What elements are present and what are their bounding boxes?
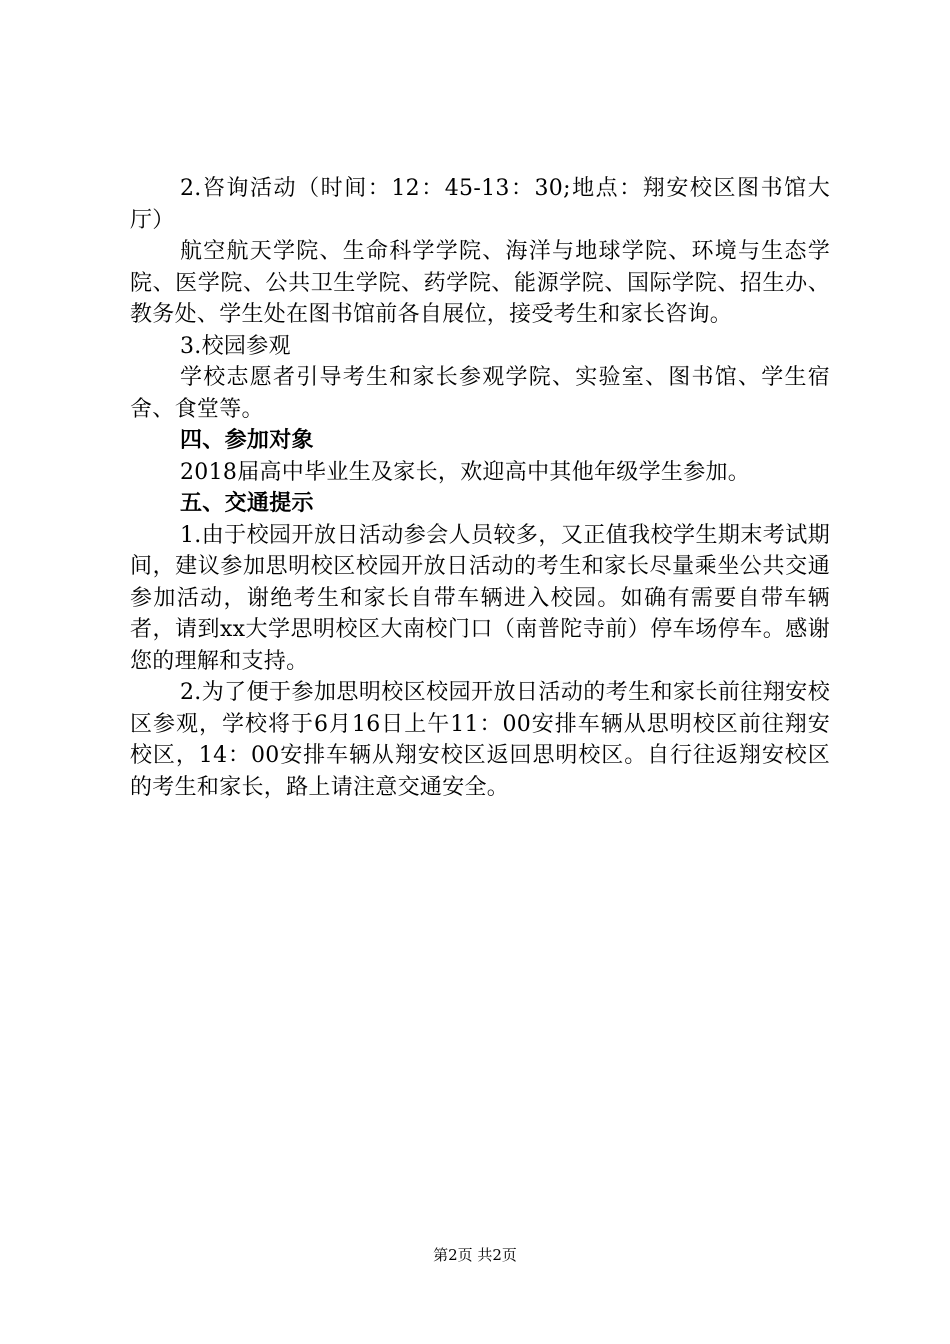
paragraph-campus-tour-title: 3.校园参观: [180, 333, 291, 359]
section-heading-participants: 四、参加对象: [180, 427, 314, 453]
paragraph-consultation-title: 2.咨询活动（时间：12：45-13：30;地点：翔安校区图书馆大厅）: [130, 176, 830, 233]
paragraph-campus-tour-detail: 学校志愿者引导考生和家长参观学院、实验室、图书馆、学生宿舍、食堂等。: [130, 365, 830, 422]
section-heading-traffic: 五、交通提示: [180, 490, 314, 516]
paragraph-participants: 2018届高中毕业生及家长，欢迎高中其他年级学生参加。: [180, 459, 751, 485]
paragraph-consultation-detail: 航空航天学院、生命科学学院、海洋与地球学院、环境与生态学院、医学院、公共卫生学院、药学院、能源学院、国际学院、招生办、教务处、学生处在图书馆前各自展位，接受考生和家长咨询。: [130, 239, 830, 327]
paragraph-traffic-1: 1.由于校园开放日活动参会人员较多，又正值我校学生期末考试期间，建议参加思明校区校园开放日活动的考生和家长尽量乘坐公共交通参加活动，谢绝考生和家长自带车辆进入校园。如确有需要自带车辆者，请到xx大学思明校区大南校门口（南普陀寺前）停车场停车。感谢您的理解和支持。: [130, 522, 830, 674]
document-body: [130, 173, 830, 803]
paragraph-traffic-2: 2.为了便于参加思明校区校园开放日活动的考生和家长前往翔安校区参观，学校将于6月16日上午11：00安排车辆从思明校区前往翔安校区，14：00安排车辆从翔安校区返回思明校区。自行往返翔安校区的考生和家长，路上请注意交通安全。: [130, 680, 830, 800]
page-footer: 第2页 共2页: [433, 1246, 517, 1264]
